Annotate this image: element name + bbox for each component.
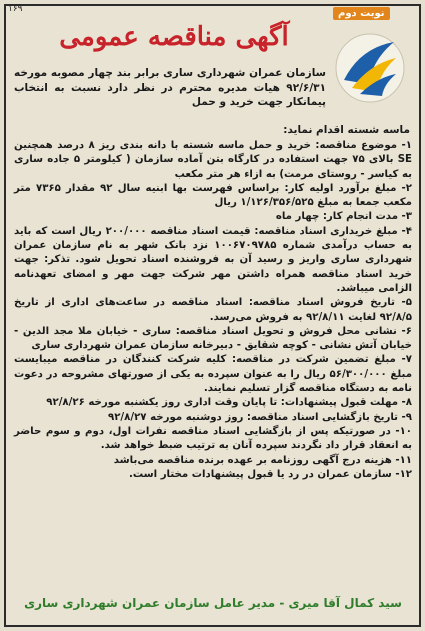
round-badge: نوبت دوم <box>333 7 390 20</box>
intro-paragraph: سازمان عمران شهرداری ساری برابر بند چهار مصوبه مورخه ۹۲/۶/۳۱ هیات مدیره محترم در نظر دارد نسبت به انتخاب پیمانکار جهت خرید و حمل <box>14 67 326 108</box>
intro-tail: ماسه شسته اقدام نماید: <box>283 124 410 136</box>
condition-item: ۲- مبلغ برآورد اولیه کار: براساس فهرست بها ابنیه سال ۹۲ مقدار ۷۳۶۵ متر مکعب جمعا به مبلغ ۱/۱۲۶/۳۵۶/۵۲۵ ریال <box>14 182 412 209</box>
condition-item: ۵- تاریخ فروش اسناد مناقصه: اسناد مناقصه در ساعت‌های اداری از تاریخ ۹۲/۸/۵ لغایت ۹۲/۸/۱۱ به فروش می‌رسد. <box>14 297 412 323</box>
condition-item: ۱۲- سازمان عمران در رد یا قبول پیشنهادات مختار است. <box>128 468 412 480</box>
condition-item: ۷- مبلغ تضمین شرکت در مناقصه: کلیه شرکت کنندگان در مناقصه میبایست مبلغ ۵۶/۳۰۰/۰۰۰ ریال را به عنوان سپرده به یکی از صورتهای مشروحه در دعوت نامه به دستگاه مناقصه گزار تسلیم نمایند. <box>14 354 412 395</box>
condition-item: ۹- تاریخ بازگشایی اسناد مناقصه: روز دوشنبه مورخه ۹۲/۸/۲۷ <box>107 411 412 423</box>
condition-item: ۳- مدت انجام کار: چهار ماه <box>275 211 412 223</box>
condition-item: ۶- نشانی محل فروش و تحویل اسناد مناقصه: ساری - خیابان ملا مجد الدین - خیابان آتش نشانی - کوچه شقایق - دبیرخانه سازمان عمران شهرداری ساری <box>14 325 412 352</box>
condition-item: ۴- مبلغ خریداری اسناد مناقصه: قیمت اسناد مناقصه ۲۰۰/۰۰۰ ریال است که باید به حساب درآمدی شماره ۱۰۰۶۷۰۹۷۸۵ نزد بانک شهر به نام سازمان عمران شهرداری ساری واریز و رسید آن به فروشنده اسناد تحویل شود. تذکر: جهت خرید اسناد مناقصه همراه داشتن مهر شرکت جهت مهر و امضای تعهدنامه الزامی میباشد. <box>14 225 412 294</box>
condition-item: ۱۰- در صورتیکه پس از بازگشایی اسناد مناقصه نفرات اول، دوم و سوم حاضر به انعقاد قرار داد نگردند سپرده آنان به ترتیب ضبط خواهد شد. <box>14 425 412 452</box>
page-number: ۱۶۹ <box>8 4 23 14</box>
condition-item: ۱۱- هزینه درج آگهی روزنامه بر عهده برنده مناقصه می‌باشد <box>113 454 412 466</box>
condition-item: ۱- موضوع مناقصه: خرید و حمل ماسه شسته با دانه بندی ریز ۸ درصد همچنین SE بالای ۷۵ جهت استفاده در کارگاه بتن آماده سازمان ( کیلومتر ۵ جاده ساری به کیاسر - روستای مرمت) به ازاء هر متر مکعب <box>14 140 412 180</box>
condition-item: ۸- مهلت قبول پیشنهادات: تا پایان وقت اداری روز یکشنبه مورخه ۹۲/۸/۲۶ <box>46 397 412 409</box>
organization-logo-icon <box>330 28 410 108</box>
signature-footer: سید کمال آقا میری - مدیر عامل سازمان عمران شهرداری ساری <box>24 596 402 610</box>
conditions-list <box>14 139 412 482</box>
notice-title: آگهی مناقصه عمومی <box>59 22 289 52</box>
